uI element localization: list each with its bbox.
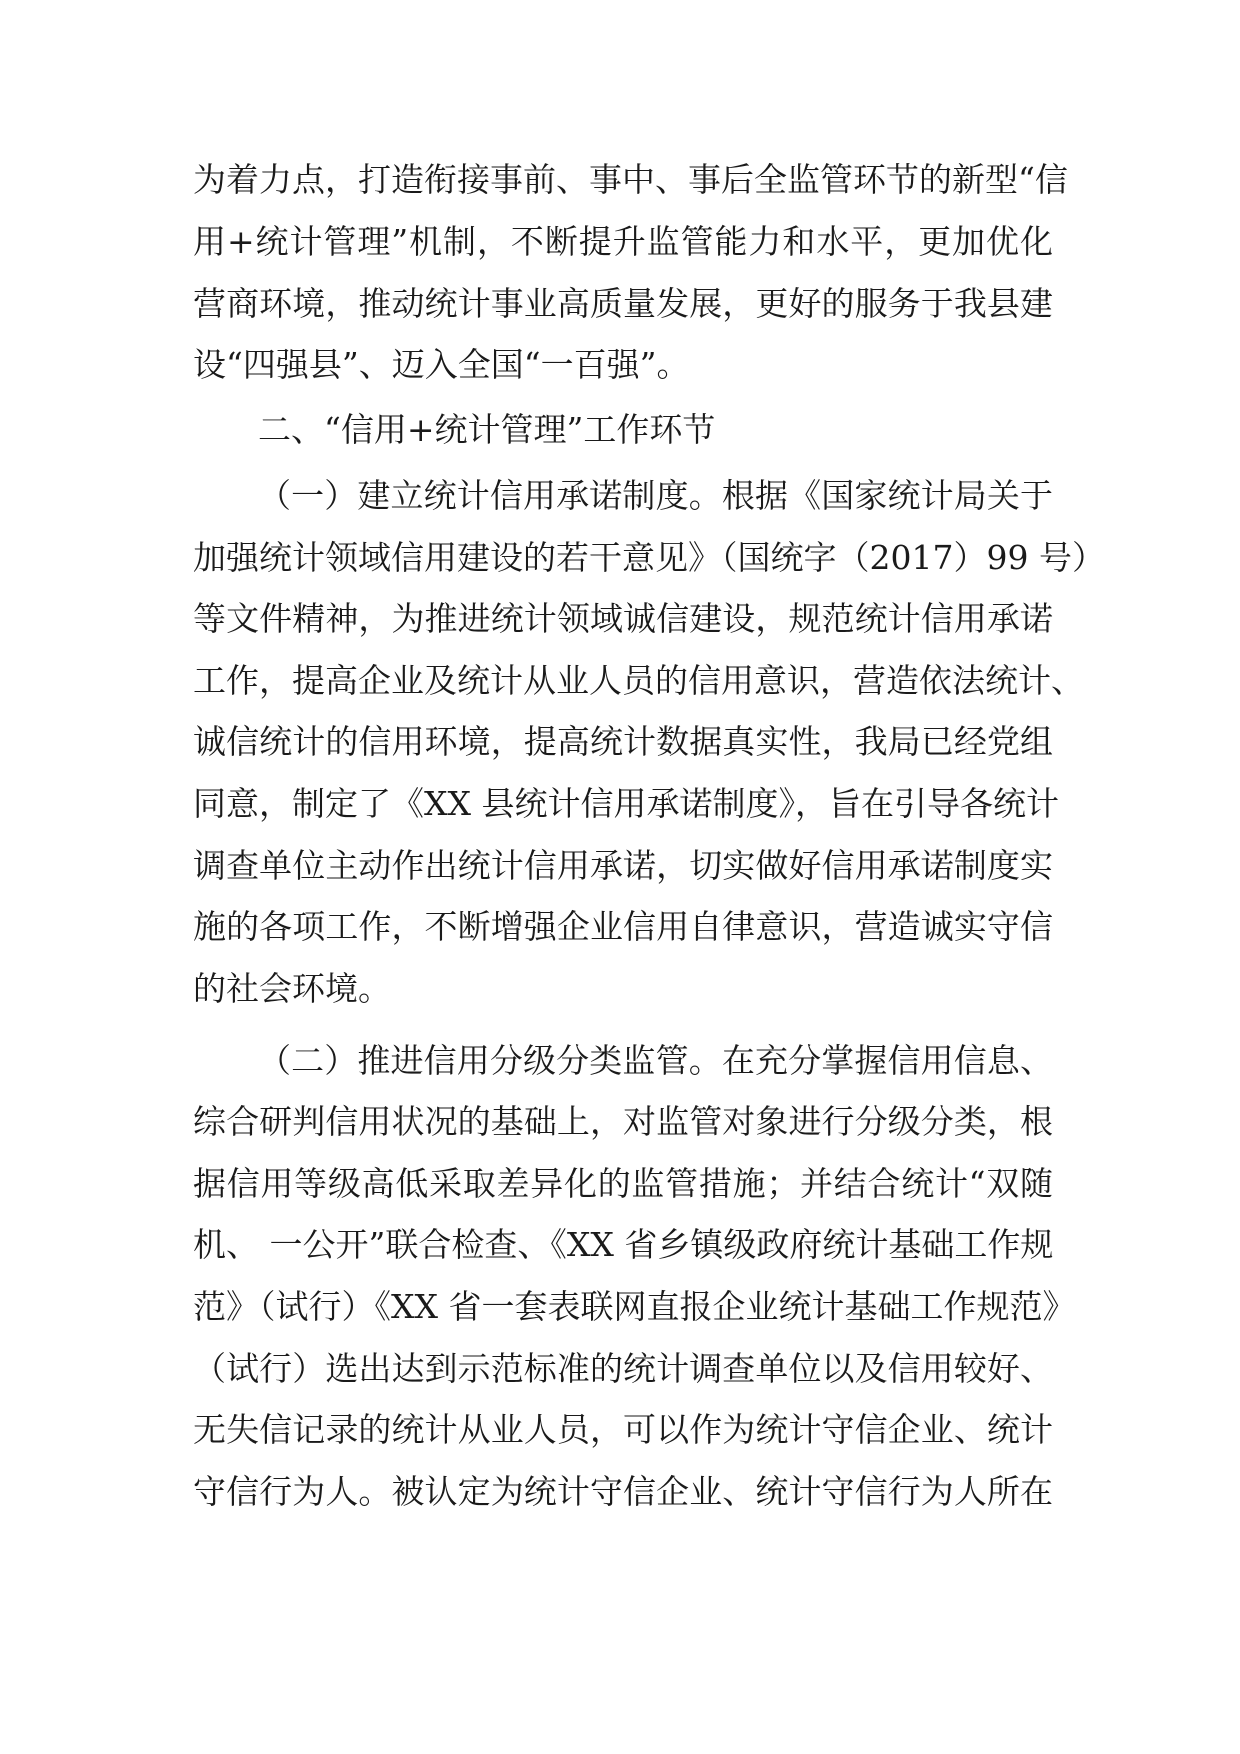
paragraph-line: 为着力点，打造衔接事前、事中、事后全监管环节的新型“信 [193, 160, 1068, 199]
subsection-heading-line: （一）建立统计信用承诺制度。根据《国家统计局关于 [258, 476, 1053, 515]
paragraph-line: 施的各项工作，不断增强企业信用自律意识，营造诚实守信 [193, 907, 1053, 946]
paragraph-line: 无失信记录的统计从业人员，可以作为统计守信企业、统计 [193, 1410, 1053, 1449]
paragraph-line: 机、 一公开”联合检查、《XX 省乡镇级政府统计基础工作规 [193, 1225, 1054, 1264]
paragraph-line: 同意，制定了《XX 县统计信用承诺制度》，旨在引导各统计 [193, 784, 1059, 823]
paragraph-line: 加强统计领域信用建设的若干意见》（国统字（2017）99 号） [193, 538, 1105, 577]
section-heading: 二、“信用+统计管理”工作环节 [258, 410, 716, 449]
paragraph-line: 综合研判信用状况的基础上，对监管对象进行分级分类，根 [193, 1102, 1053, 1141]
paragraph-line: 范》（试行）《XX 省一套表联网直报企业统计基础工作规范》 [193, 1287, 1076, 1326]
paragraph-line: 工作，提高企业及统计从业人员的信用意识，营造依法统计、 [193, 661, 1084, 700]
paragraph-line: 调查单位主动作出统计信用承诺，切实做好信用承诺制度实 [193, 846, 1053, 885]
paragraph-line: 诚信统计的信用环境，提高统计数据真实性，我局已经党组 [193, 722, 1053, 761]
paragraph-line: 守信行为人。被认定为统计守信企业、统计守信行为人所在 [193, 1472, 1053, 1511]
paragraph-line: 用+统计管理”机制，不断提升监管能力和水平，更加优化 [193, 222, 1053, 261]
paragraph-line: （试行）选出达到示范标准的统计调查单位以及信用较好、 [193, 1349, 1053, 1388]
paragraph-line: 的社会环境。 [193, 969, 391, 1008]
paragraph-line: 等文件精神，为推进统计领域诚信建设，规范统计信用承诺 [193, 599, 1053, 638]
subsection-heading-line: （二）推进信用分级分类监管。在充分掌握信用信息、 [258, 1041, 1053, 1080]
paragraph-line: 设“四强县”、迈入全国“一百强”。 [193, 345, 690, 384]
paragraph-line: 营商环境，推动统计事业高质量发展，更好的服务于我县建 [193, 284, 1053, 323]
paragraph-line: 据信用等级高低采取差异化的监管措施；并结合统计“双随 [193, 1164, 1053, 1203]
